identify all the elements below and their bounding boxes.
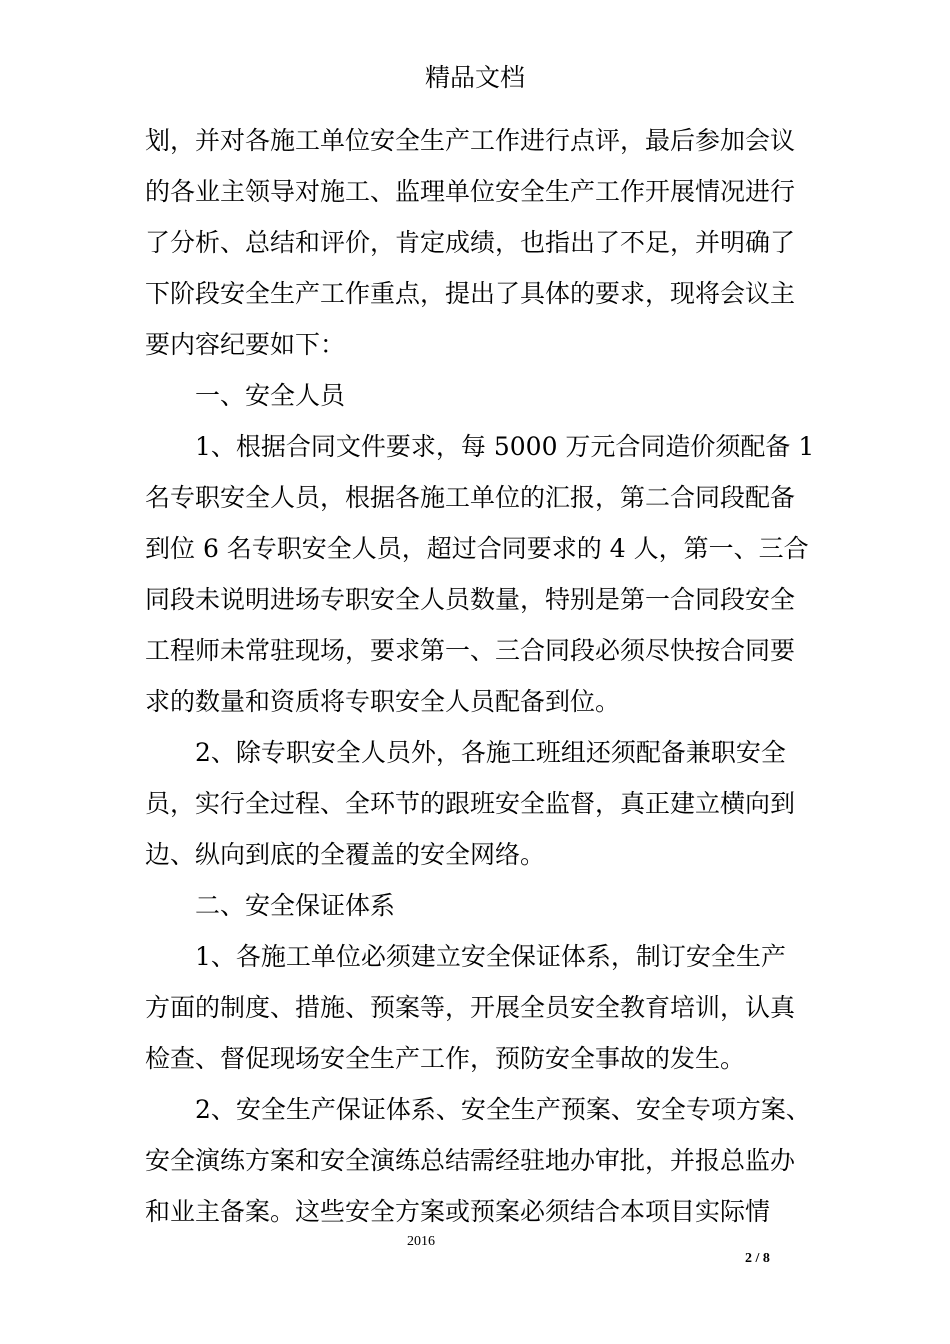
text-line: 到位 6 名专职安全人员，超过合同要求的 4 人，第一、三合 <box>145 534 809 563</box>
document-body <box>145 115 825 1237</box>
text-line: 的各业主领导对施工、监理单位安全生产工作开展情况进行 <box>145 177 796 206</box>
text-line: 要内容纪要如下： <box>145 330 346 359</box>
page-header-title: 精品文档 <box>424 63 525 92</box>
text-line: 划，并对各施工单位安全生产工作进行点评，最后参加会议 <box>145 126 796 155</box>
text-line: 下阶段安全生产工作重点，提出了具体的要求，现将会议主 <box>145 279 796 308</box>
text-line: 2、除专职安全人员外，各施工班组还须配备兼职安全 <box>195 738 786 767</box>
footer-year: 2016 <box>407 1234 435 1249</box>
section-heading: 二、安全保证体系 <box>195 891 396 920</box>
text-line: 员，实行全过程、全环节的跟班安全监督，真正建立横向到 <box>145 789 796 818</box>
text-line: 工程师未常驻现场，要求第一、三合同段必须尽快按合同要 <box>145 636 796 665</box>
text-line: 安全演练方案和安全演练总结需经驻地办审批，并报总监办 <box>145 1146 796 1175</box>
text-line: 了分析、总结和评价，肯定成绩，也指出了不足，并明确了 <box>145 228 796 257</box>
text-line: 和业主备案。这些安全方案或预案必须结合本项目实际情 <box>145 1197 771 1226</box>
text-line: 求的数量和资质将专职安全人员配备到位。 <box>145 687 621 716</box>
text-line: 同段未说明进场专职安全人员数量，特别是第一合同段安全 <box>145 585 796 614</box>
text-line: 方面的制度、措施、预案等，开展全员安全教育培训，认真 <box>145 993 796 1022</box>
text-line: 1、根据合同文件要求，每 5000 万元合同造价须配备 1 <box>195 432 815 461</box>
text-line: 名专职安全人员，根据各施工单位的汇报，第二合同段配备 <box>145 483 796 512</box>
page-number: 2 / 8 <box>745 1251 770 1266</box>
text-line: 边、纵向到底的全覆盖的安全网络。 <box>145 840 546 869</box>
section-heading: 一、安全人员 <box>195 381 346 410</box>
text-line: 2、安全生产保证体系、安全生产预案、安全专项方案、 <box>195 1095 811 1124</box>
text-line: 检查、督促现场安全生产工作，预防安全事故的发生。 <box>145 1044 746 1073</box>
text-line: 1、各施工单位必须建立安全保证体系，制订安全生产 <box>195 942 786 971</box>
